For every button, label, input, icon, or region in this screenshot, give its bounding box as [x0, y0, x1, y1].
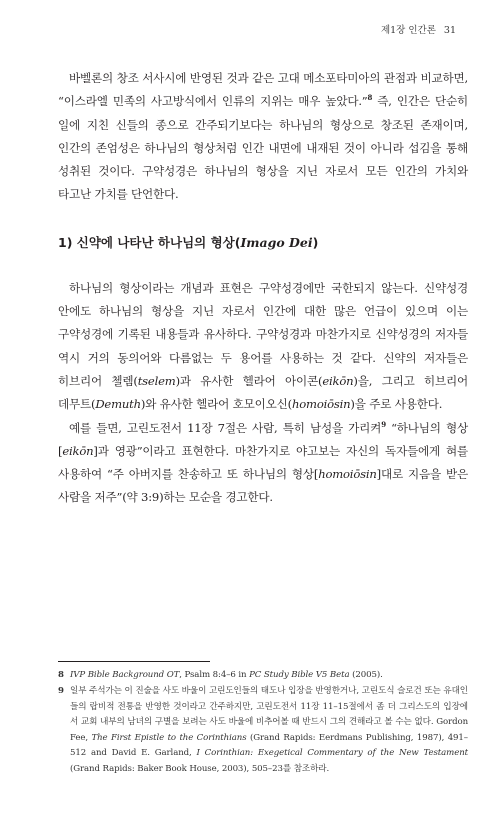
text-run: “하나님의 형상[	[58, 420, 469, 458]
transliteration: Demuth	[95, 397, 141, 412]
section-heading	[58, 233, 468, 253]
section-heading-text: 1) 신약에 나타난 하나님의 형상(	[58, 234, 241, 250]
footnote-8-text	[70, 668, 468, 684]
section-heading-latin: Imago Dei	[240, 234, 313, 250]
paragraph-3	[58, 417, 468, 510]
footnote-8	[58, 668, 468, 684]
text-run: )과 유사한 헬라어 아이콘(	[175, 373, 323, 388]
page-number: 31	[443, 25, 456, 36]
text-run: , Psalm 8:4–6 in	[179, 670, 250, 680]
text-run: 하나님의 형상이라는 개념과 표현은 구약성경에만 국한되지 않는다. 신약성경 안에도 하나님의 형상을 지닌 자로서 인간에 대한 많은 언급이 있으며 이는 구약성경에 기록된 내용들과 유사하다. 구약성경과 마찬가지로 신약성경의 저자들 역시 거의 동의어와 다름없는 두 용어를 사용하는 것 같다. 신약의 저자들은 히브리어 첼렘(	[58, 280, 468, 388]
text-run: (Grand Rapids: Baker Book House, 2003), 505–23를 참조하라.	[70, 763, 330, 774]
paragraph-1-text: 바벨론의 창조 서사시에 반영된 것과 같은 고대 메소포타미아의 관점과 비교하면, “이스라엘 민족의 사고방식에서 인류의 지위는 매우 높았다.”	[58, 71, 468, 109]
paragraph-1-text-2: 즉, 인간은 단순히 일에 지친 신들의 종으로 간주되기보다는 하나님의 형상으로 창조된 존재이며, 인간의 존엄성은 하나님의 형상처럼 인간 내면에 내재된 것이 아니라 섭김을 통해 성취된 것이다. 구약성경은 하나님의 형상을 지닌 자로서 모든 인간의 가치와 타고난 가치를 단언한다.	[58, 94, 468, 202]
footnote-ref-8[interactable]: 8	[367, 93, 373, 103]
source-title: IVP Bible Background OT	[70, 670, 180, 680]
footnote-number: 8	[58, 670, 64, 680]
paragraph-2	[58, 277, 468, 417]
text-run: (Grand Rapids: Eerdmans Publishing, 1987), 491–512 and David E. Garland,	[70, 732, 468, 758]
transliteration: homoiōsin	[318, 467, 377, 482]
text-run: (2005).	[349, 670, 383, 680]
footnote-9	[58, 684, 468, 777]
footnote-ref-9[interactable]: 9	[381, 419, 386, 429]
running-header	[381, 22, 456, 36]
text-run: 일부 주석가는 이 진술을 사도 바울이 고린도인들의 태도나 입장을 반영한거나, 고린도식 슬로건 또는 유대인들의 랍비적 전통을 반영한 것이라고 간주하지만, 고린도전서 11장 11–15절에서 좀 더 그리스도의 입장에서 교회 내부의 남녀의 구별을 보려는 사도 바울에 비추어볼 때 반드시 그의 견해라고 볼 수는 없다. Gordon Fee,	[70, 686, 468, 743]
text-run: )을, 그리고 히브리어 데무트(	[58, 373, 469, 412]
transliteration: eikōn	[62, 443, 94, 458]
paragraph-1	[58, 67, 468, 207]
transliteration: tselem	[137, 373, 176, 388]
text-run: )을 주로 사용한다.	[350, 397, 443, 412]
main-text	[58, 67, 468, 510]
text-run: ]대로 지음을 받은 사람을 저주”(약 3:9)하는 모순을 경고한다.	[58, 467, 468, 505]
source-title: I Corinthian: Exegetical Commentary of the New Testament	[196, 748, 468, 758]
transliteration: homoiōsin	[291, 397, 351, 412]
footnote-9-text	[70, 684, 468, 777]
footnote-divider	[58, 661, 210, 662]
section-heading-close: )	[312, 234, 319, 250]
source-title: The First Epistle to the Corinthians	[91, 732, 247, 743]
transliteration: eikōn	[322, 373, 354, 388]
text-run: ]과 영광”이라고 표현한다. 마찬가지로 야고보는 자신의 독자들에게 혀를 사용하여 “주 아버지를 찬송하고 또 하나님의 형상[	[58, 443, 468, 482]
chapter-title: 제1장 인간론	[380, 25, 436, 36]
text-run: 예를 들면, 고린도전서 11장 7절은 사람, 특히 남성을 가리켜	[69, 420, 382, 435]
text-run: )와 유사한 헬라어 호모이오신(	[140, 397, 292, 412]
source-title: PC Study Bible V5 Beta	[249, 670, 350, 680]
footnote-number: 9	[58, 686, 64, 696]
